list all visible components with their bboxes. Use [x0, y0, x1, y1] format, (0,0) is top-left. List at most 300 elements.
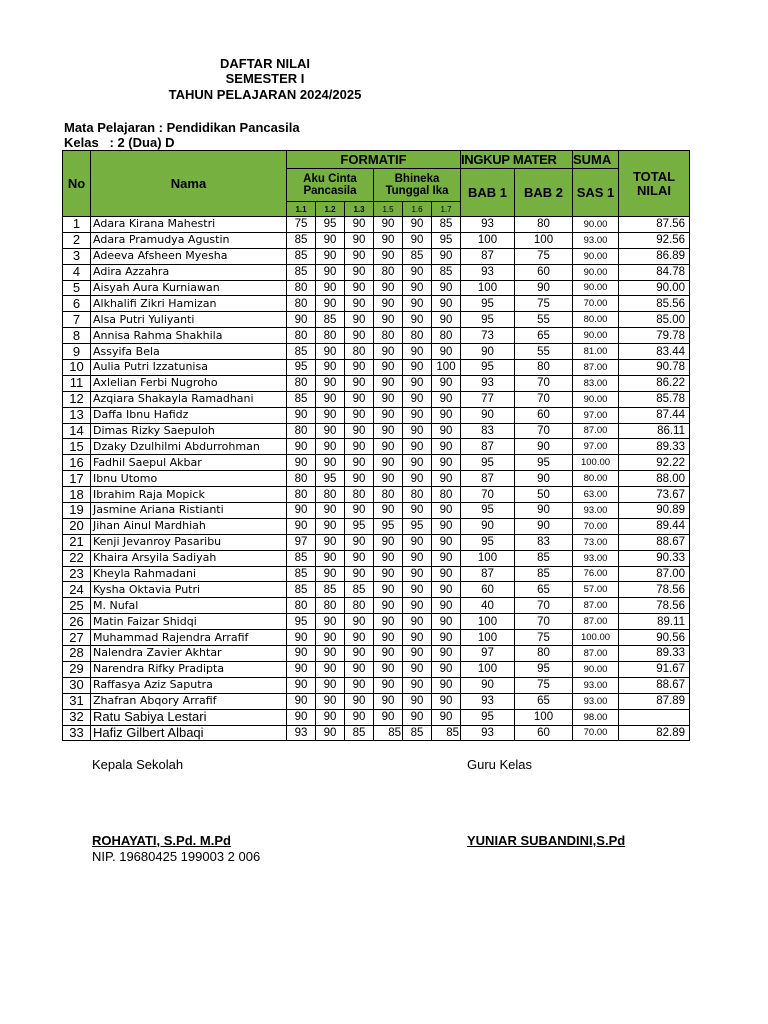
row-number: 16 [63, 455, 91, 471]
row-number: 31 [63, 693, 91, 709]
formatif-score: 80 [374, 328, 403, 344]
bab1-score: 100 [461, 614, 515, 630]
row-number: 19 [63, 503, 91, 519]
formatif-score: 90 [316, 296, 345, 312]
row-number: 2 [63, 232, 91, 248]
sas1-score: 90.00 [573, 264, 619, 280]
table-row [63, 725, 690, 741]
formatif-score: 90 [316, 280, 345, 296]
row-number: 29 [63, 661, 91, 677]
table-row [63, 693, 690, 709]
formatif-score: 90 [316, 232, 345, 248]
formatif-score: 90 [403, 709, 432, 725]
bab2-score: 70 [515, 375, 573, 391]
formatif-score: 90 [316, 503, 345, 519]
sas1-score: 100.00 [573, 455, 619, 471]
formatif-score: 90 [403, 455, 432, 471]
total-score: 82.89 [619, 725, 690, 741]
formatif-score: 90 [432, 693, 461, 709]
formatif-score: 90 [403, 534, 432, 550]
student-name: Assyifa Bela [91, 344, 287, 360]
formatif-score: 90 [374, 566, 403, 582]
table-row [63, 391, 690, 407]
formatif-score: 90 [345, 455, 374, 471]
formatif-score: 90 [432, 439, 461, 455]
formatif-score: 90 [374, 661, 403, 677]
student-name: Kysha Oktavia Putri [91, 582, 287, 598]
row-number: 30 [63, 677, 91, 693]
table-row [63, 487, 690, 503]
row-number: 25 [63, 598, 91, 614]
student-name: Aulia Putri Izzatunisa [91, 360, 287, 376]
table-row [63, 312, 690, 328]
formatif-score: 90 [345, 375, 374, 391]
table-row [63, 661, 690, 677]
formatif-score: 90 [374, 709, 403, 725]
student-name: Raffasya Aziz Saputra [91, 677, 287, 693]
bab2-score: 75 [515, 677, 573, 693]
formatif-score: 90 [432, 709, 461, 725]
formatif-score: 90 [316, 614, 345, 630]
formatif-score: 90 [374, 248, 403, 264]
row-number: 15 [63, 439, 91, 455]
formatif-score: 80 [403, 328, 432, 344]
formatif-score: 90 [432, 296, 461, 312]
total-score: 78.56 [619, 598, 690, 614]
formatif-score: 85 [345, 725, 374, 741]
bab1-score: 93 [461, 217, 515, 233]
bab1-score: 100 [461, 550, 515, 566]
formatif-score: 90 [432, 455, 461, 471]
row-number: 10 [63, 360, 91, 376]
row-number: 5 [63, 280, 91, 296]
formatif-score: 90 [374, 439, 403, 455]
table-row [63, 296, 690, 312]
student-name: Muhammad Rajendra Arrafif [91, 630, 287, 646]
bab1-score: 90 [461, 518, 515, 534]
row-number: 28 [63, 646, 91, 662]
formatif-score: 90 [374, 582, 403, 598]
group-aku-cinta-pancasila [287, 169, 374, 202]
bab1-score: 95 [461, 534, 515, 550]
formatif-score: 90 [345, 264, 374, 280]
formatif-score: 80 [287, 375, 316, 391]
formatif-score: 80 [374, 487, 403, 503]
table-row [63, 328, 690, 344]
formatif-score: 90 [432, 344, 461, 360]
formatif-score: 90 [432, 598, 461, 614]
formatif-score: 90 [432, 566, 461, 582]
col-no-header: No [63, 151, 91, 217]
total-score: 85.00 [619, 312, 690, 328]
formatif-score: 90 [316, 630, 345, 646]
total-score: 88.00 [619, 471, 690, 487]
sas1-score: 57.00 [573, 582, 619, 598]
formatif-score: 90 [345, 709, 374, 725]
bab2-score: 55 [515, 344, 573, 360]
formatif-score: 90 [432, 534, 461, 550]
row-number: 11 [63, 375, 91, 391]
bab2-score: 75 [515, 630, 573, 646]
formatif-score: 90 [316, 439, 345, 455]
student-name: Kenji Jevanroy Pasaribu [91, 534, 287, 550]
formatif-score: 80 [287, 280, 316, 296]
student-name: Khaira Arsyila Sadiyah [91, 550, 287, 566]
bab1-score: 60 [461, 582, 515, 598]
formatif-score: 85 [287, 264, 316, 280]
formatif-score: 90 [345, 232, 374, 248]
formatif-score: 90 [345, 217, 374, 233]
row-number: 33 [63, 725, 91, 741]
table-row [63, 375, 690, 391]
bab1-score: 100 [461, 232, 515, 248]
report-year: TAHUN PELAJARAN 2024/2025 [168, 87, 362, 102]
formatif-score: 90 [403, 566, 432, 582]
row-number: 18 [63, 487, 91, 503]
student-name: Azqiara Shakayla Ramadhani [91, 391, 287, 407]
row-number: 3 [63, 248, 91, 264]
formatif-score: 90 [403, 360, 432, 376]
formatif-score: 90 [403, 217, 432, 233]
bab2-score: 70 [515, 614, 573, 630]
formatif-score: 80 [345, 487, 374, 503]
subject-label: Mata Pelajaran : Pendidikan Pancasila [64, 120, 300, 135]
formatif-score: 90 [345, 503, 374, 519]
formatif-score: 90 [374, 693, 403, 709]
row-number: 32 [63, 709, 91, 725]
total-score: 88.67 [619, 677, 690, 693]
kepala-sekolah-label: Kepala Sekolah [92, 757, 184, 772]
formatif-score: 95 [403, 518, 432, 534]
formatif-score: 95 [287, 360, 316, 376]
student-name: Axlelian Ferbi Nugroho [91, 375, 287, 391]
total-score: 87.44 [619, 407, 690, 423]
total-score: 90.89 [619, 503, 690, 519]
tp-header: 1.5 [374, 202, 403, 217]
formatif-score: 90 [374, 455, 403, 471]
table-row [63, 264, 690, 280]
formatif-score: 95 [316, 471, 345, 487]
formatif-score: 100 [432, 360, 461, 376]
formatif-score: 90 [432, 630, 461, 646]
formatif-score: 90 [403, 280, 432, 296]
table-row [63, 630, 690, 646]
formatif-score: 85 [287, 566, 316, 582]
sas1-score: 87.00 [573, 423, 619, 439]
formatif-score: 95 [432, 232, 461, 248]
formatif-score: 95 [374, 518, 403, 534]
formatif-score: 90 [403, 439, 432, 455]
total-score: 85.56 [619, 296, 690, 312]
bab1-score: 95 [461, 503, 515, 519]
formatif-score: 90 [432, 503, 461, 519]
row-number: 23 [63, 566, 91, 582]
sas1-score: 97.00 [573, 439, 619, 455]
bab2-score: 70 [515, 598, 573, 614]
formatif-score: 90 [374, 598, 403, 614]
student-name: Adeeva Afsheen Myesha [91, 248, 287, 264]
bab1-score: 93 [461, 725, 515, 741]
formatif-score: 90 [374, 646, 403, 662]
bab2-score: 85 [515, 566, 573, 582]
grades-table [62, 150, 690, 741]
formatif-score: 90 [316, 725, 345, 741]
student-name: Daffa Ibnu Hafidz [91, 407, 287, 423]
bab2-score: 85 [515, 550, 573, 566]
guru-kelas-name: YUNIAR SUBANDINI,S.Pd [467, 833, 626, 848]
formatif-score: 90 [403, 471, 432, 487]
formatif-score: 90 [316, 407, 345, 423]
formatif-score: 90 [287, 709, 316, 725]
bab1-score: 87 [461, 248, 515, 264]
formatif-score: 90 [403, 693, 432, 709]
sas1-score: 93.00 [573, 503, 619, 519]
formatif-score: 90 [432, 550, 461, 566]
formatif-score: 90 [345, 360, 374, 376]
formatif-score: 90 [316, 693, 345, 709]
formatif-score: 90 [403, 677, 432, 693]
total-score: 86.89 [619, 248, 690, 264]
formatif-score: 85 [432, 217, 461, 233]
bab1-score: 73 [461, 328, 515, 344]
formatif-score: 90 [345, 566, 374, 582]
bab2-score: 90 [515, 280, 573, 296]
table-row [63, 709, 690, 725]
formatif-score: 90 [316, 646, 345, 662]
bab1-score: 100 [461, 280, 515, 296]
student-name: Kheyla Rahmadani [91, 566, 287, 582]
bab2-score: 75 [515, 296, 573, 312]
bab1-score: 90 [461, 407, 515, 423]
student-name: Alkhalifi Zikri Hamizan [91, 296, 287, 312]
bab2-score: 95 [515, 455, 573, 471]
sas1-score: 83.00 [573, 375, 619, 391]
formatif-score: 90 [345, 646, 374, 662]
tp-header: 1.2 [316, 202, 345, 217]
formatif-score: 90 [403, 312, 432, 328]
student-name: Ratu Sabiya Lestari [91, 709, 287, 725]
bab1-score: 90 [461, 677, 515, 693]
formatif-score: 90 [316, 661, 345, 677]
bab2-score: 60 [515, 407, 573, 423]
bab1-score: 93 [461, 693, 515, 709]
formatif-score: 90 [403, 598, 432, 614]
formatif-score: 85 [345, 582, 374, 598]
formatif-score: 90 [374, 503, 403, 519]
formatif-score: 85 [287, 550, 316, 566]
formatif-score: 80 [287, 328, 316, 344]
total-score: 91.67 [619, 661, 690, 677]
bab2-score: 95 [515, 661, 573, 677]
formatif-score: 90 [432, 646, 461, 662]
row-number: 12 [63, 391, 91, 407]
student-name: Adara Pramudya Agustin [91, 232, 287, 248]
formatif-score: 90 [432, 677, 461, 693]
sas1-score: 87.00 [573, 646, 619, 662]
sas1-score: 76.00 [573, 566, 619, 582]
table-row [63, 280, 690, 296]
formatif-score: 90 [374, 677, 403, 693]
bab1-score: 87 [461, 439, 515, 455]
formatif-score: 90 [374, 296, 403, 312]
formatif-score: 90 [345, 661, 374, 677]
formatif-score: 80 [316, 328, 345, 344]
formatif-score: 90 [316, 709, 345, 725]
formatif-score: 90 [432, 661, 461, 677]
bab1-score: 100 [461, 630, 515, 646]
formatif-score: 90 [287, 693, 316, 709]
bab2-score: 60 [515, 725, 573, 741]
guru-kelas-label: Guru Kelas [467, 757, 533, 772]
student-name: Nalendra Zavier Akhtar [91, 646, 287, 662]
formatif-score: 80 [287, 598, 316, 614]
formatif-score: 90 [374, 232, 403, 248]
bab1-score: 95 [461, 296, 515, 312]
lingkup-materi-header: INGKUP MATER [461, 151, 573, 169]
sas1-score: 70.00 [573, 518, 619, 534]
formatif-score: 90 [374, 407, 403, 423]
formatif-score: 90 [374, 614, 403, 630]
formatif-score: 90 [345, 328, 374, 344]
formatif-score: 90 [374, 391, 403, 407]
bab2-score: 65 [515, 328, 573, 344]
formatif-score: 90 [316, 677, 345, 693]
sas1-score: 90.00 [573, 328, 619, 344]
total-nilai-label: TOTAL NILAI [632, 168, 676, 198]
table-row [63, 598, 690, 614]
formatif-score: 90 [345, 280, 374, 296]
total-score: 84.78 [619, 264, 690, 280]
table-row [63, 582, 690, 598]
formatif-score: 85 [287, 232, 316, 248]
sas1-score: 100.00 [573, 630, 619, 646]
table-row [63, 407, 690, 423]
bab1-score: 95 [461, 360, 515, 376]
sas1-score: 90.00 [573, 280, 619, 296]
formatif-score: 90 [374, 312, 403, 328]
formatif-score: 80 [316, 598, 345, 614]
formatif-score: 90 [432, 375, 461, 391]
table-row [63, 566, 690, 582]
formatif-score: 90 [432, 407, 461, 423]
table-header [63, 151, 690, 217]
formatif-score: 90 [316, 534, 345, 550]
total-score: 87.00 [619, 566, 690, 582]
total-nilai-header [619, 151, 690, 217]
total-score: 87.89 [619, 693, 690, 709]
total-score: 89.33 [619, 646, 690, 662]
total-score: 88.67 [619, 534, 690, 550]
formatif-score: 90 [374, 360, 403, 376]
bab2-score: 75 [515, 248, 573, 264]
table-row [63, 614, 690, 630]
total-score: 90.78 [619, 360, 690, 376]
formatif-score: 90 [287, 661, 316, 677]
bab1-score: 40 [461, 598, 515, 614]
row-number: 21 [63, 534, 91, 550]
formatif-score: 80 [432, 328, 461, 344]
col-nama-header: Nama [91, 151, 287, 217]
total-score: 89.11 [619, 614, 690, 630]
formatif-score: 80 [345, 598, 374, 614]
row-number: 26 [63, 614, 91, 630]
bab1-score: 87 [461, 471, 515, 487]
formatif-score: 90 [403, 375, 432, 391]
formatif-score: 90 [345, 407, 374, 423]
bab2-score: 60 [515, 264, 573, 280]
formatif-score: 80 [432, 487, 461, 503]
table-row [63, 360, 690, 376]
formatif-score: 90 [316, 550, 345, 566]
formatif-score: 85 [287, 582, 316, 598]
table-row [63, 217, 690, 233]
bab1-score: 83 [461, 423, 515, 439]
table-row [63, 439, 690, 455]
student-name: M. Nufal [91, 598, 287, 614]
formatif-score: 90 [403, 391, 432, 407]
formatif-score: 90 [345, 312, 374, 328]
bab2-score: 80 [515, 360, 573, 376]
row-number: 24 [63, 582, 91, 598]
sas1-score: 90.00 [573, 248, 619, 264]
bab1-score: 93 [461, 264, 515, 280]
formatif-score: 90 [316, 248, 345, 264]
formatif-score: 90 [403, 582, 432, 598]
bab2-score: 90 [515, 439, 573, 455]
kepala-sekolah-nip: NIP. 19680425 199003 2 006 [92, 849, 261, 864]
student-name: Jihan Ainul Mardhiah [91, 518, 287, 534]
row-number: 1 [63, 217, 91, 233]
total-score: 92.22 [619, 455, 690, 471]
report-title: DAFTAR NILAI [219, 56, 311, 71]
row-number: 22 [63, 550, 91, 566]
formatif-score: 90 [403, 646, 432, 662]
formatif-score: 90 [316, 360, 345, 376]
sas1-score: 90.00 [573, 391, 619, 407]
formatif-score: 85 [287, 344, 316, 360]
formatif-score: 80 [345, 344, 374, 360]
formatif-score: 95 [287, 614, 316, 630]
student-name: Matin Faizar Shidqi [91, 614, 287, 630]
formatif-score: 80 [287, 296, 316, 312]
sas1-score: 90.00 [573, 217, 619, 233]
student-name: Narendra Rifky Pradipta [91, 661, 287, 677]
formatif-score: 90 [345, 391, 374, 407]
row-number: 9 [63, 344, 91, 360]
student-name: Dzaky Dzulhilmi Abdurrohman [91, 439, 287, 455]
table-row [63, 455, 690, 471]
formatif-score: 90 [432, 518, 461, 534]
row-number: 13 [63, 407, 91, 423]
formatif-score: 90 [432, 582, 461, 598]
formatif-score: 90 [345, 534, 374, 550]
formatif-score: 90 [287, 455, 316, 471]
formatif-score: 90 [316, 518, 345, 534]
bab2-score: 80 [515, 217, 573, 233]
table-row [63, 518, 690, 534]
formatif-score: 90 [287, 407, 316, 423]
formatif-score: 90 [345, 550, 374, 566]
formatif-score: 85 [287, 391, 316, 407]
student-name: Zhafran Abqory Arrafif [91, 693, 287, 709]
tp-header: 1.6 [403, 202, 432, 217]
tp-header: 1.1 [287, 202, 316, 217]
formatif-score: 90 [403, 264, 432, 280]
bab2-score: 65 [515, 693, 573, 709]
sas1-score: 73.00 [573, 534, 619, 550]
total-score: 90.00 [619, 280, 690, 296]
formatif-score: 90 [374, 534, 403, 550]
